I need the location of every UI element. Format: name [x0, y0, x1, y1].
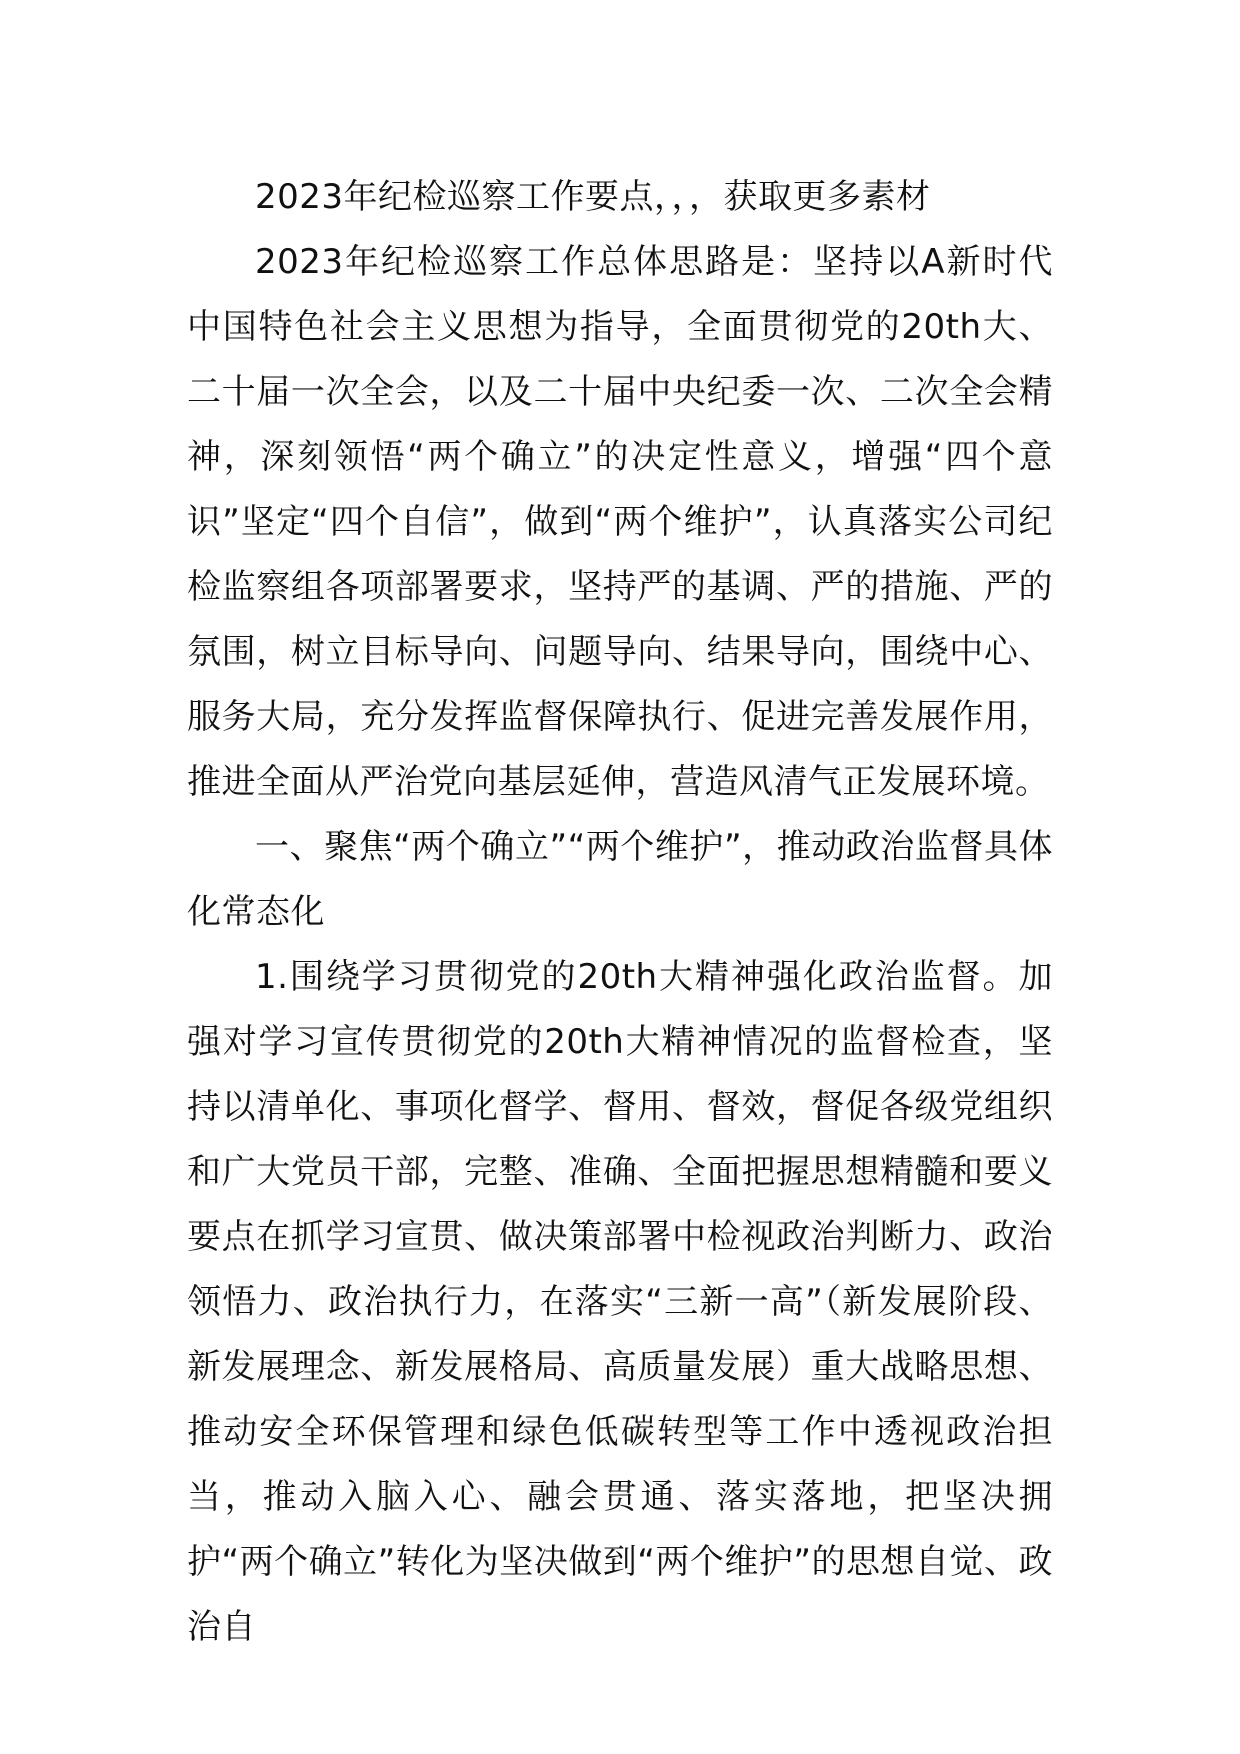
- document-body: [187, 165, 1053, 1660]
- paragraph-item-one: 1.围绕学习贯彻党的20th大精神强化政治监督。加强对学习宣传贯彻党的20th大精神情况的监督检查，坚持以清单化、事项化督学、督用、督效，督促各级党组织和广大党员干部，完整、准确、全面把握思想精髓和要义要点在抓学习宣贯、做决策部署中检视政治判断力、政治领悟力、政治执行力，在落实“三新一高”（新发展阶段、新发展理念、新发展格局、高质量发展）重大战略思想、推动安全环保管理和绿色低碳转型等工作中透视政治担当，推动入脑入心、融会贯通、落实落地，把坚决拥护“两个确立”转化为坚决做到“两个维护”的思想自觉、政治自: [187, 957, 1053, 1647]
- document-title: 2023年纪检巡察工作要点，，，获取更多素材: [255, 177, 931, 217]
- section-heading-one: 一、聚焦“两个确立”“两个维护”，推动政治监督具体化常态化: [187, 827, 1053, 932]
- paragraph-overall-approach: 2023年纪检巡察工作总体思路是：坚持以A新时代中国特色社会主义思想为指导，全面贯彻党的20th大、二十届一次全会，以及二十届中央纪委一次、二次全会精神，深刻领悟“两个确立”的决定性意义，增强“四个意识”坚定“四个自信”，做到“两个维护”，认真落实公司纪检监察组各项部署要求，坚持严的基调、严的措施、严的氛围，树立目标导向、问题导向、结果导向，围绕中心、服务大局，充分发挥监督保障执行、促进完善发展作用，推进全面从严治党向基层延伸，营造风清气正发展环境。: [187, 242, 1053, 802]
